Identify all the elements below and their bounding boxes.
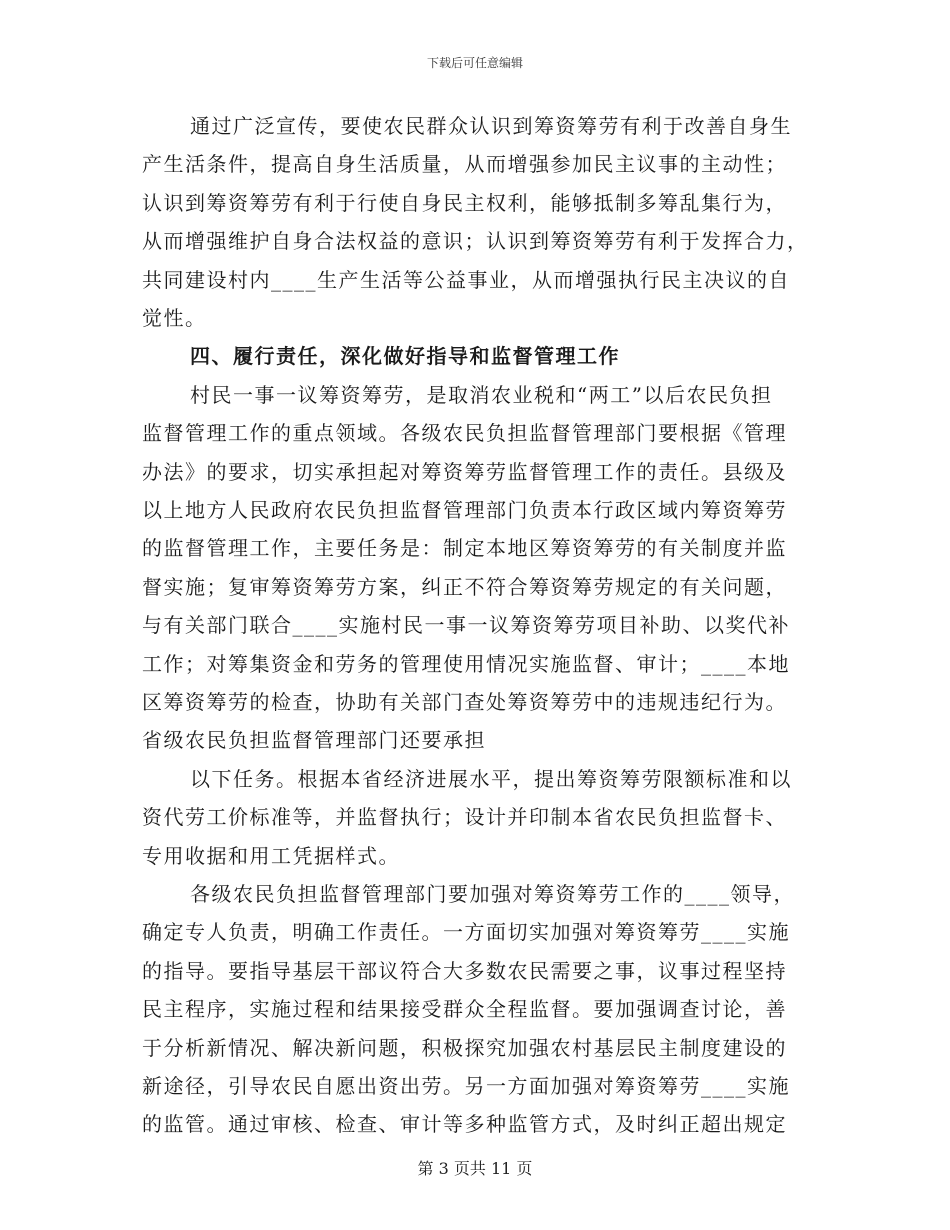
paragraph-line: 与有关部门联合____实施村民一事一议筹资筹劳项目补助、以奖代补 [142, 613, 790, 638]
section-heading: 四、履行责任，深化做好指导和监督管理工作 [190, 344, 620, 369]
paragraph-line: 于分析新情况、解决新问题，积极探究加强农村基层民主制度建设的 [142, 1035, 787, 1060]
paragraph-line: 产生活条件，提高自身生活质量，从而增强参加民主议事的主动性； [142, 152, 787, 177]
paragraph-line: 的监督管理工作，主要任务是：制定本地区筹资筹劳的有关制度并监 [142, 536, 787, 561]
paragraph-line: 从而增强维护自身合法权益的意识；认识到筹资筹劳有利于发挥合力， [142, 229, 809, 254]
paragraph-line: 的监管。通过审核、检查、审计等多种监管方式，及时纠正超出规定 [142, 1112, 787, 1137]
paragraph-line: 区筹资筹劳的检查，协助有关部门查处筹资筹劳中的违规违纪行为。 [142, 690, 787, 714]
paragraph-line: 确定专人负责，明确工作责任。一方面切实加强对筹资筹劳____实施 [142, 920, 790, 945]
paragraph-line: 村民一事一议筹资筹劳，是取消农业税和“两工”以后农民负担 [190, 382, 773, 407]
page-header: 下载后可任意编辑 [426, 56, 523, 70]
paragraph-line: 的指导。要指导基层干部议符合大多数农民需要之事，议事过程坚持 [142, 958, 787, 983]
paragraph-line: 监督管理工作的重点领域。各级农民负担监督管理部门要根据《管理 [142, 421, 787, 446]
paragraph-line: 督实施；复审筹资筹劳方案，纠正不符合筹资筹劳规定的有关问题， [142, 574, 787, 599]
paragraph-line: 以上地方人民政府农民负担监督管理部门负责本行政区域内筹资筹劳 [142, 498, 787, 522]
paragraph-line: 省级农民负担监督管理部门还要承担 [142, 728, 486, 753]
paragraph-line: 认识到筹资筹劳有利于行使自身民主权利，能够抵制多筹乱集行为， [142, 190, 787, 215]
paragraph-line: 资代劳工价标准等，并监督执行；设计并印制本省农民负担监督卡、 [142, 805, 787, 830]
paragraph-line: 新途径，引导农民自愿出资出劳。另一方面加强对筹资筹劳____实施 [142, 1074, 790, 1098]
paragraph-line: 共同建设村内____生产生活等公益事业，从而增强执行民主决议的自 [142, 267, 790, 292]
paragraph-line: 通过广泛宣传，要使农民群众认识到筹资筹劳有利于改善自身生 [190, 114, 792, 138]
paragraph-line: 办法》的要求，切实承担起对筹资筹劳监督管理工作的责任。县级及 [142, 459, 787, 484]
paragraph-line: 专用收据和用工凭据样式。 [142, 843, 400, 868]
paragraph-line: 民主程序，实施过程和结果接受群众全程监督。要加强调查讨论，善 [142, 997, 787, 1022]
paragraph-line: 各级农民负担监督管理部门要加强对筹资筹劳工作的____领导， [190, 882, 795, 906]
paragraph-line: 工作；对筹集资金和劳务的管理使用情况实施监督、审计；____本地 [142, 651, 790, 676]
paragraph-line: 以下任务。根据本省经济进展水平，提出筹资筹劳限额标准和以 [190, 766, 792, 791]
paragraph-line: 觉性。 [142, 306, 207, 330]
page-footer: 第 3 页共 11 页 [417, 1159, 533, 1178]
